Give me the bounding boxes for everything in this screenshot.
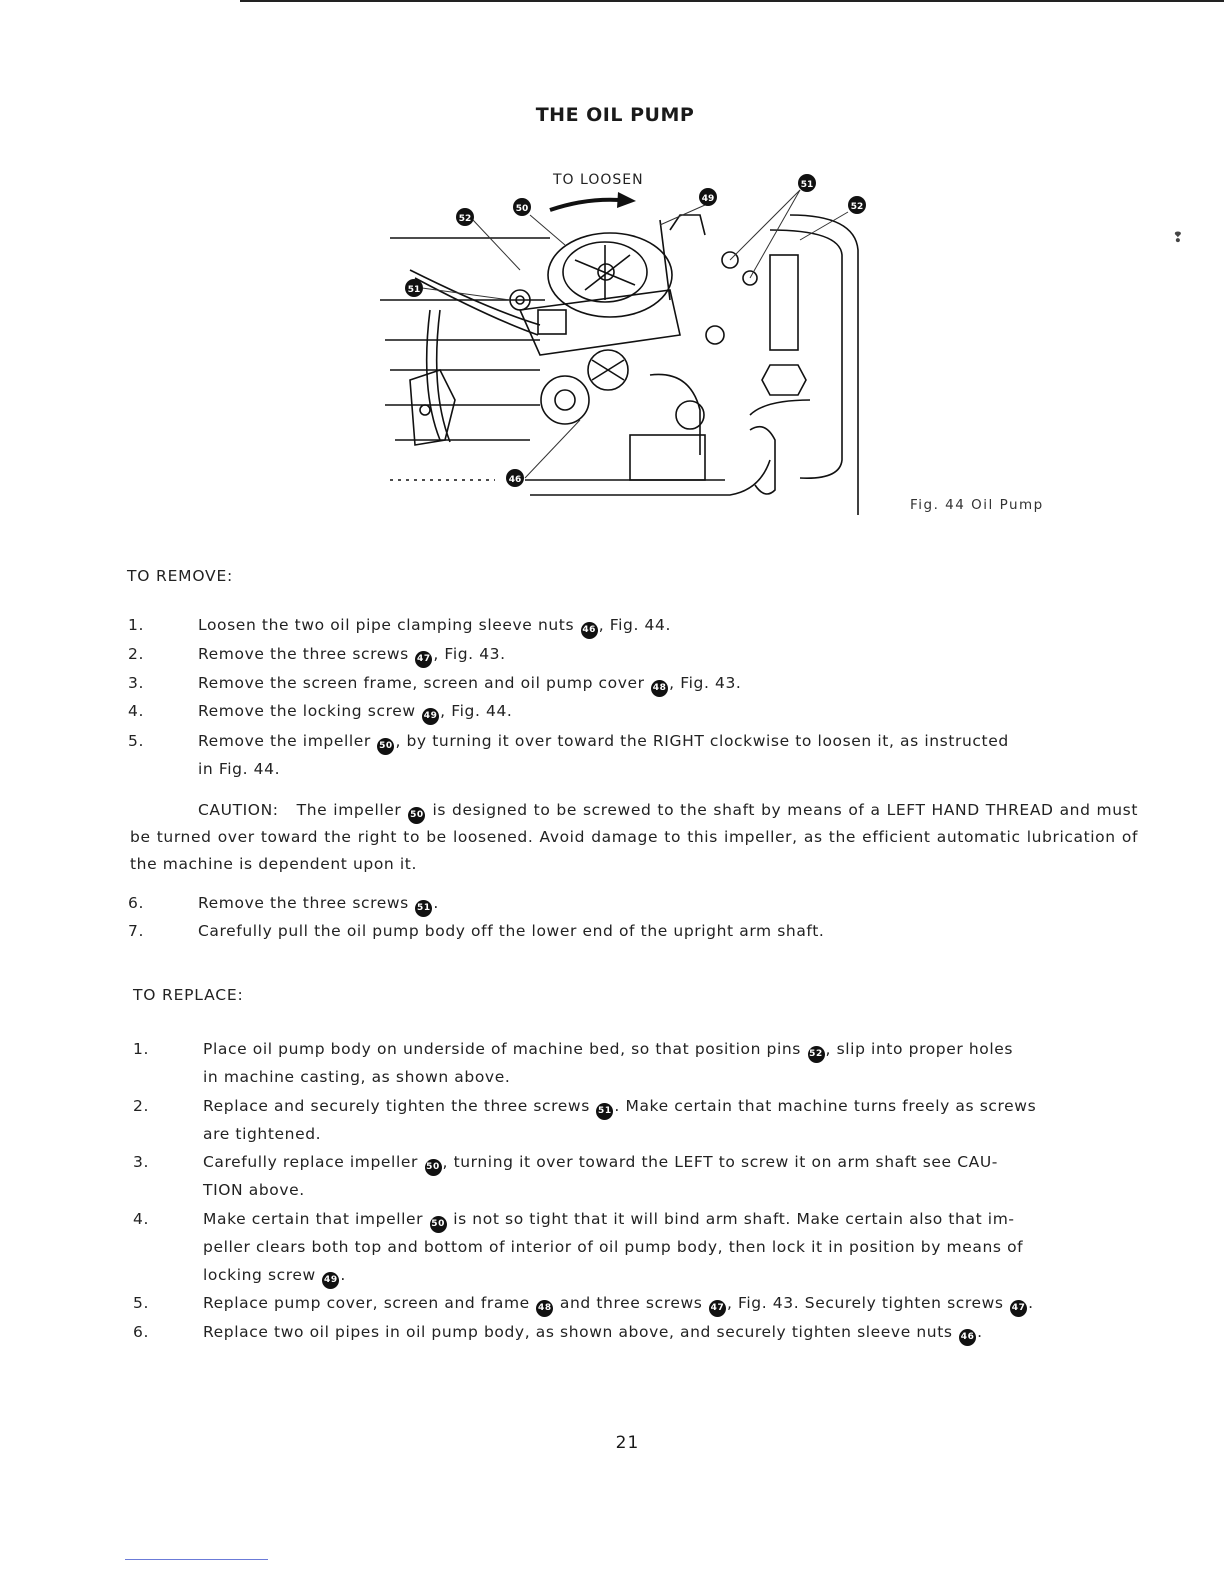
ref-49-icon: 49 — [422, 708, 439, 725]
svg-text:52: 52 — [850, 202, 864, 212]
oil-pump-figure — [370, 160, 870, 525]
ref-51-icon: 51 — [415, 900, 432, 917]
svg-text:51: 51 — [407, 285, 421, 295]
remove-step-5: 5. Remove the impeller 50 , by turning it over toward the RIGHT clockwise to loosen it, as instructed in Fig. 44. — [128, 732, 1009, 778]
ref-46-icon: 46 — [959, 1329, 976, 1346]
replace-heading: TO REPLACE: — [133, 986, 244, 1004]
figure-caption: Fig. 44 Oil Pump — [910, 497, 1044, 513]
caution-note: CAUTION: The impeller 50 is designed to be screwed to the shaft by means of a LEFT HAND THREAD and must be turned over toward the right to be loosened. Avoid damage to this impeller, as the efficient automatic lubrication of the machine is dependent upon it. — [130, 801, 1139, 873]
top-rule — [240, 0, 1224, 2]
scan-mark-icon: ❢ — [1172, 230, 1184, 246]
ref-50-icon: 50 — [425, 1159, 442, 1176]
replace-step-1: 1. Place oil pump body on underside of machine bed, so that position pins 52 , slip into proper holes in machine casting, as shown above. — [133, 1040, 1014, 1086]
ref-47-icon: 47 — [1010, 1300, 1027, 1317]
ref-49-icon: 49 — [322, 1272, 339, 1289]
page-title: THE OIL PUMP — [535, 104, 695, 126]
ref-50-icon: 50 — [408, 807, 425, 824]
svg-text:50: 50 — [515, 204, 529, 214]
ref-46-icon: 46 — [581, 622, 598, 639]
figure-direction-label: TO LOOSEN — [553, 172, 644, 188]
ref-48-icon: 48 — [536, 1300, 553, 1317]
ref-50-icon: 50 — [377, 738, 394, 755]
ref-50-icon: 50 — [430, 1216, 447, 1233]
replace-step-3: 3. Carefully replace impeller 50 , turning it over toward the LEFT to screw it on arm shaft see CAU- TION above. — [133, 1153, 998, 1199]
caution-label: CAUTION: — [198, 801, 279, 819]
ref-48-icon: 48 — [651, 680, 668, 697]
remove-heading: TO REMOVE: — [127, 567, 234, 585]
svg-text:51: 51 — [800, 180, 814, 190]
page-number: 21 — [615, 1433, 640, 1453]
bottom-rule — [125, 1559, 268, 1560]
svg-text:49: 49 — [701, 194, 715, 204]
replace-step-2: 2. Replace and securely tighten the three screws 51 . Make certain that machine turns freely as screws are tightened. — [133, 1097, 1037, 1143]
ref-47-icon: 47 — [709, 1300, 726, 1317]
svg-text:52: 52 — [458, 214, 472, 224]
svg-text:46: 46 — [508, 475, 522, 485]
ref-51-icon: 51 — [596, 1103, 613, 1120]
ref-47-icon: 47 — [415, 651, 432, 668]
ref-52-icon: 52 — [808, 1046, 825, 1063]
replace-step-4: 4. Make certain that impeller 50 is not so tight that it will bind arm shaft. Make certain also that im- peller clears both top and bottom of interior of oil pump body, then lock it in position by means of locking screw 49 . — [133, 1205, 1143, 1289]
